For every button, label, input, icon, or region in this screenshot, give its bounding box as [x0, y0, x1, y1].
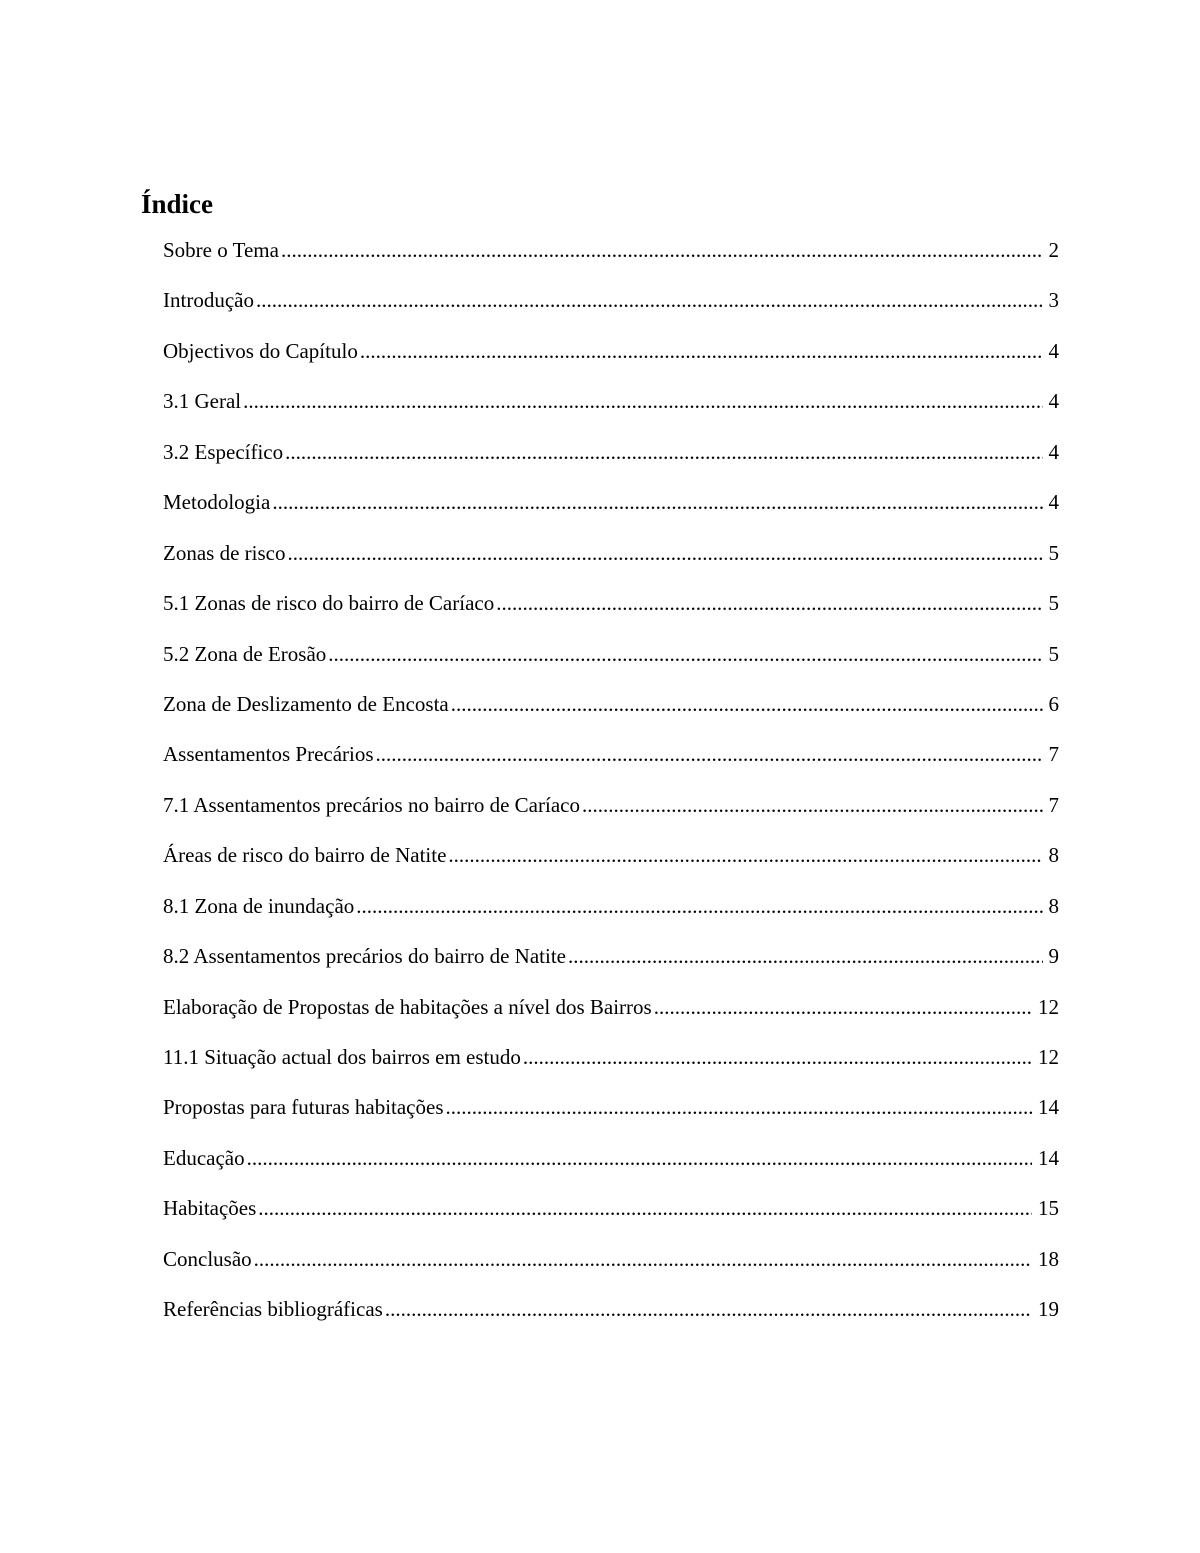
toc-dot-leader [360, 333, 1043, 369]
toc-entry-page-number: 9 [1048, 944, 1059, 969]
toc-entry-page-number: 5 [1048, 540, 1059, 565]
toc-title: Índice [141, 189, 214, 219]
toc-entry-page-number: 5 [1048, 591, 1059, 616]
toc-entry-label: Habitações [163, 1196, 257, 1221]
toc-entry-page-number: 4 [1048, 439, 1059, 464]
toc-dot-leader [568, 938, 1043, 974]
toc-dot-leader [376, 736, 1043, 772]
toc-entry-label: Referências bibliográficas [163, 1297, 383, 1322]
toc-dot-leader [385, 1291, 1032, 1327]
toc-entry-label: 8.1 Zona de inundação [163, 893, 355, 918]
toc-entry-label: 3.1 Geral [163, 389, 242, 414]
toc-entry-page-number: 14 [1038, 1095, 1059, 1120]
toc-entry-label: Conclusão [163, 1246, 252, 1271]
toc-dot-leader [258, 1190, 1032, 1226]
toc-entry-label: Elaboração de Propostas de habitações a nível dos Bairros [163, 994, 652, 1019]
toc-entry-page-number: 15 [1038, 1196, 1059, 1221]
toc-dot-leader [496, 585, 1042, 621]
toc-entry[interactable] [163, 1241, 1059, 1291]
toc-dot-leader [451, 686, 1043, 722]
toc-dot-leader [243, 383, 1042, 419]
toc-entry-label: Zona de Deslizamento de Encosta [163, 691, 449, 716]
toc-entry[interactable] [163, 888, 1059, 938]
toc-entry-page-number: 12 [1038, 1045, 1059, 1069]
toc-entry-label: Áreas de risco do bairro de Natite [163, 843, 447, 868]
toc-entry-page-number: 5 [1048, 641, 1059, 666]
toc-entry[interactable] [163, 837, 1059, 887]
toc-entry-label: Assentamentos Precários [163, 742, 374, 767]
toc-entry-label: 7.1 Assentamentos precários no bairro de Caríaco [163, 792, 580, 817]
toc-entry[interactable] [163, 585, 1059, 635]
toc-entry[interactable] [163, 1089, 1059, 1139]
toc-dot-leader [523, 1039, 1032, 1075]
toc-entry-label: 5.2 Zona de Erosão [163, 641, 327, 666]
toc-entry-label: 3.2 Específico [163, 439, 284, 464]
toc-entry-label: 11.1 Situação actual dos bairros em estudo [163, 1045, 521, 1069]
toc-entry-page-number: 6 [1048, 691, 1059, 716]
toc-entry-label: Sobre o Tema [163, 238, 279, 262]
toc-entry[interactable] [163, 989, 1059, 1039]
toc-entry[interactable] [163, 787, 1059, 837]
toc-entry-label: Introdução [163, 288, 254, 313]
toc-dot-leader [446, 1089, 1033, 1125]
toc-entry-label: Objectivos do Capítulo [163, 338, 358, 363]
toc-dot-leader [285, 434, 1042, 470]
toc-entry-page-number: 3 [1048, 288, 1059, 313]
toc-entry-page-number: 8 [1048, 843, 1059, 868]
toc-entry[interactable] [163, 383, 1059, 433]
toc-dot-leader [582, 787, 1043, 823]
toc-entry-label: Educação [163, 1145, 245, 1170]
toc-entry-page-number: 4 [1048, 490, 1059, 515]
toc-entry-page-number: 4 [1048, 338, 1059, 363]
toc-entry[interactable] [163, 1039, 1059, 1089]
toc-dot-leader [654, 989, 1032, 1025]
toc-dot-leader [448, 837, 1042, 873]
toc-entry[interactable] [163, 333, 1059, 383]
toc-dot-leader [287, 535, 1042, 571]
toc-dot-leader [254, 1241, 1032, 1277]
toc-entry-page-number: 12 [1038, 994, 1059, 1019]
toc-entry-page-number: 4 [1048, 389, 1059, 414]
toc-entry[interactable] [163, 1140, 1059, 1190]
toc-entry-page-number: 19 [1038, 1297, 1059, 1322]
toc-entry[interactable] [163, 1291, 1059, 1341]
toc-entry-label: 5.1 Zonas de risco do bairro de Caríaco [163, 591, 495, 616]
toc-entry[interactable] [163, 636, 1059, 686]
toc-entry[interactable] [163, 282, 1059, 332]
toc-entry-page-number: 8 [1048, 893, 1059, 918]
toc-entry-page-number: 14 [1038, 1145, 1059, 1170]
toc-dot-leader [356, 888, 1042, 924]
toc-entry-page-number: 7 [1048, 742, 1059, 767]
toc-dot-leader [328, 636, 1042, 672]
toc-entry[interactable] [163, 535, 1059, 585]
toc-dot-leader [272, 484, 1042, 520]
toc-entry-page-number: 18 [1038, 1246, 1059, 1271]
toc-entry-label: 8.2 Assentamentos precários do bairro de Natite [163, 944, 566, 969]
toc-dot-leader [256, 282, 1043, 318]
toc-entry-page-number: 2 [1048, 238, 1059, 262]
table-of-contents [163, 232, 1059, 1342]
toc-entry-page-number: 7 [1048, 792, 1059, 817]
toc-dot-leader [247, 1140, 1032, 1176]
toc-entry[interactable] [163, 434, 1059, 484]
toc-entry-label: Zonas de risco [163, 540, 286, 565]
toc-entry[interactable] [163, 484, 1059, 534]
toc-dot-leader [281, 232, 1043, 268]
toc-entry[interactable] [163, 938, 1059, 988]
toc-entry-label: Metodologia [163, 490, 271, 515]
toc-entry-label: Propostas para futuras habitações [163, 1095, 444, 1120]
toc-entry[interactable] [163, 736, 1059, 786]
toc-entry[interactable] [163, 232, 1059, 282]
toc-entry[interactable] [163, 1190, 1059, 1240]
toc-entry[interactable] [163, 686, 1059, 736]
